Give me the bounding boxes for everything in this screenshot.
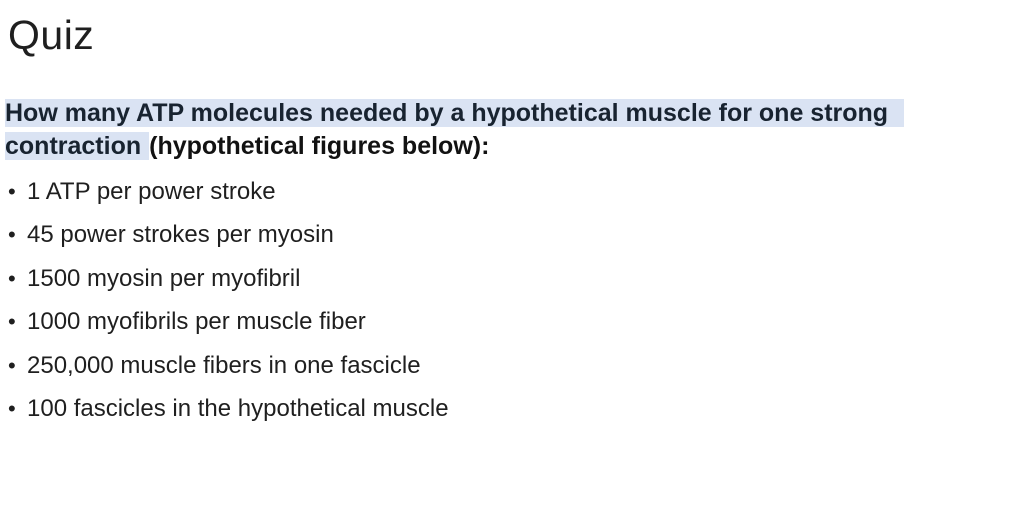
list-item	[8, 344, 449, 388]
bullet-text: 250,000 muscle fibers in one fascicle	[27, 351, 421, 379]
question-line-1	[5, 97, 904, 130]
bullet-icon: •	[8, 309, 16, 335]
question-line2-highlight: contraction	[5, 132, 149, 160]
question-line-2	[5, 130, 904, 163]
list-item	[8, 257, 449, 301]
bullet-icon: •	[8, 265, 16, 291]
list-item	[8, 388, 449, 432]
bullet-text: 100 fascicles in the hypothetical muscle	[27, 395, 449, 423]
list-item	[8, 301, 449, 345]
list-item	[8, 214, 449, 258]
slide-title: Quiz	[8, 12, 95, 58]
bullet-icon: •	[8, 396, 16, 422]
bullet-list	[8, 170, 449, 431]
bullet-text: 1000 myofibrils per muscle fiber	[27, 308, 366, 336]
question-heading	[5, 97, 904, 162]
bullet-text: 1500 myosin per myofibril	[27, 264, 301, 292]
bullet-text: 1 ATP per power stroke	[27, 177, 276, 205]
list-item	[8, 170, 449, 214]
bullet-text: 45 power strokes per myosin	[27, 221, 334, 249]
bullet-icon: •	[8, 178, 16, 204]
question-line1-highlight: How many ATP molecules needed by a hypothetical muscle for one strong	[5, 99, 904, 127]
question-line2-rest: (hypothetical figures below):	[149, 131, 490, 160]
bullet-icon: •	[8, 352, 16, 378]
bullet-icon: •	[8, 222, 16, 248]
